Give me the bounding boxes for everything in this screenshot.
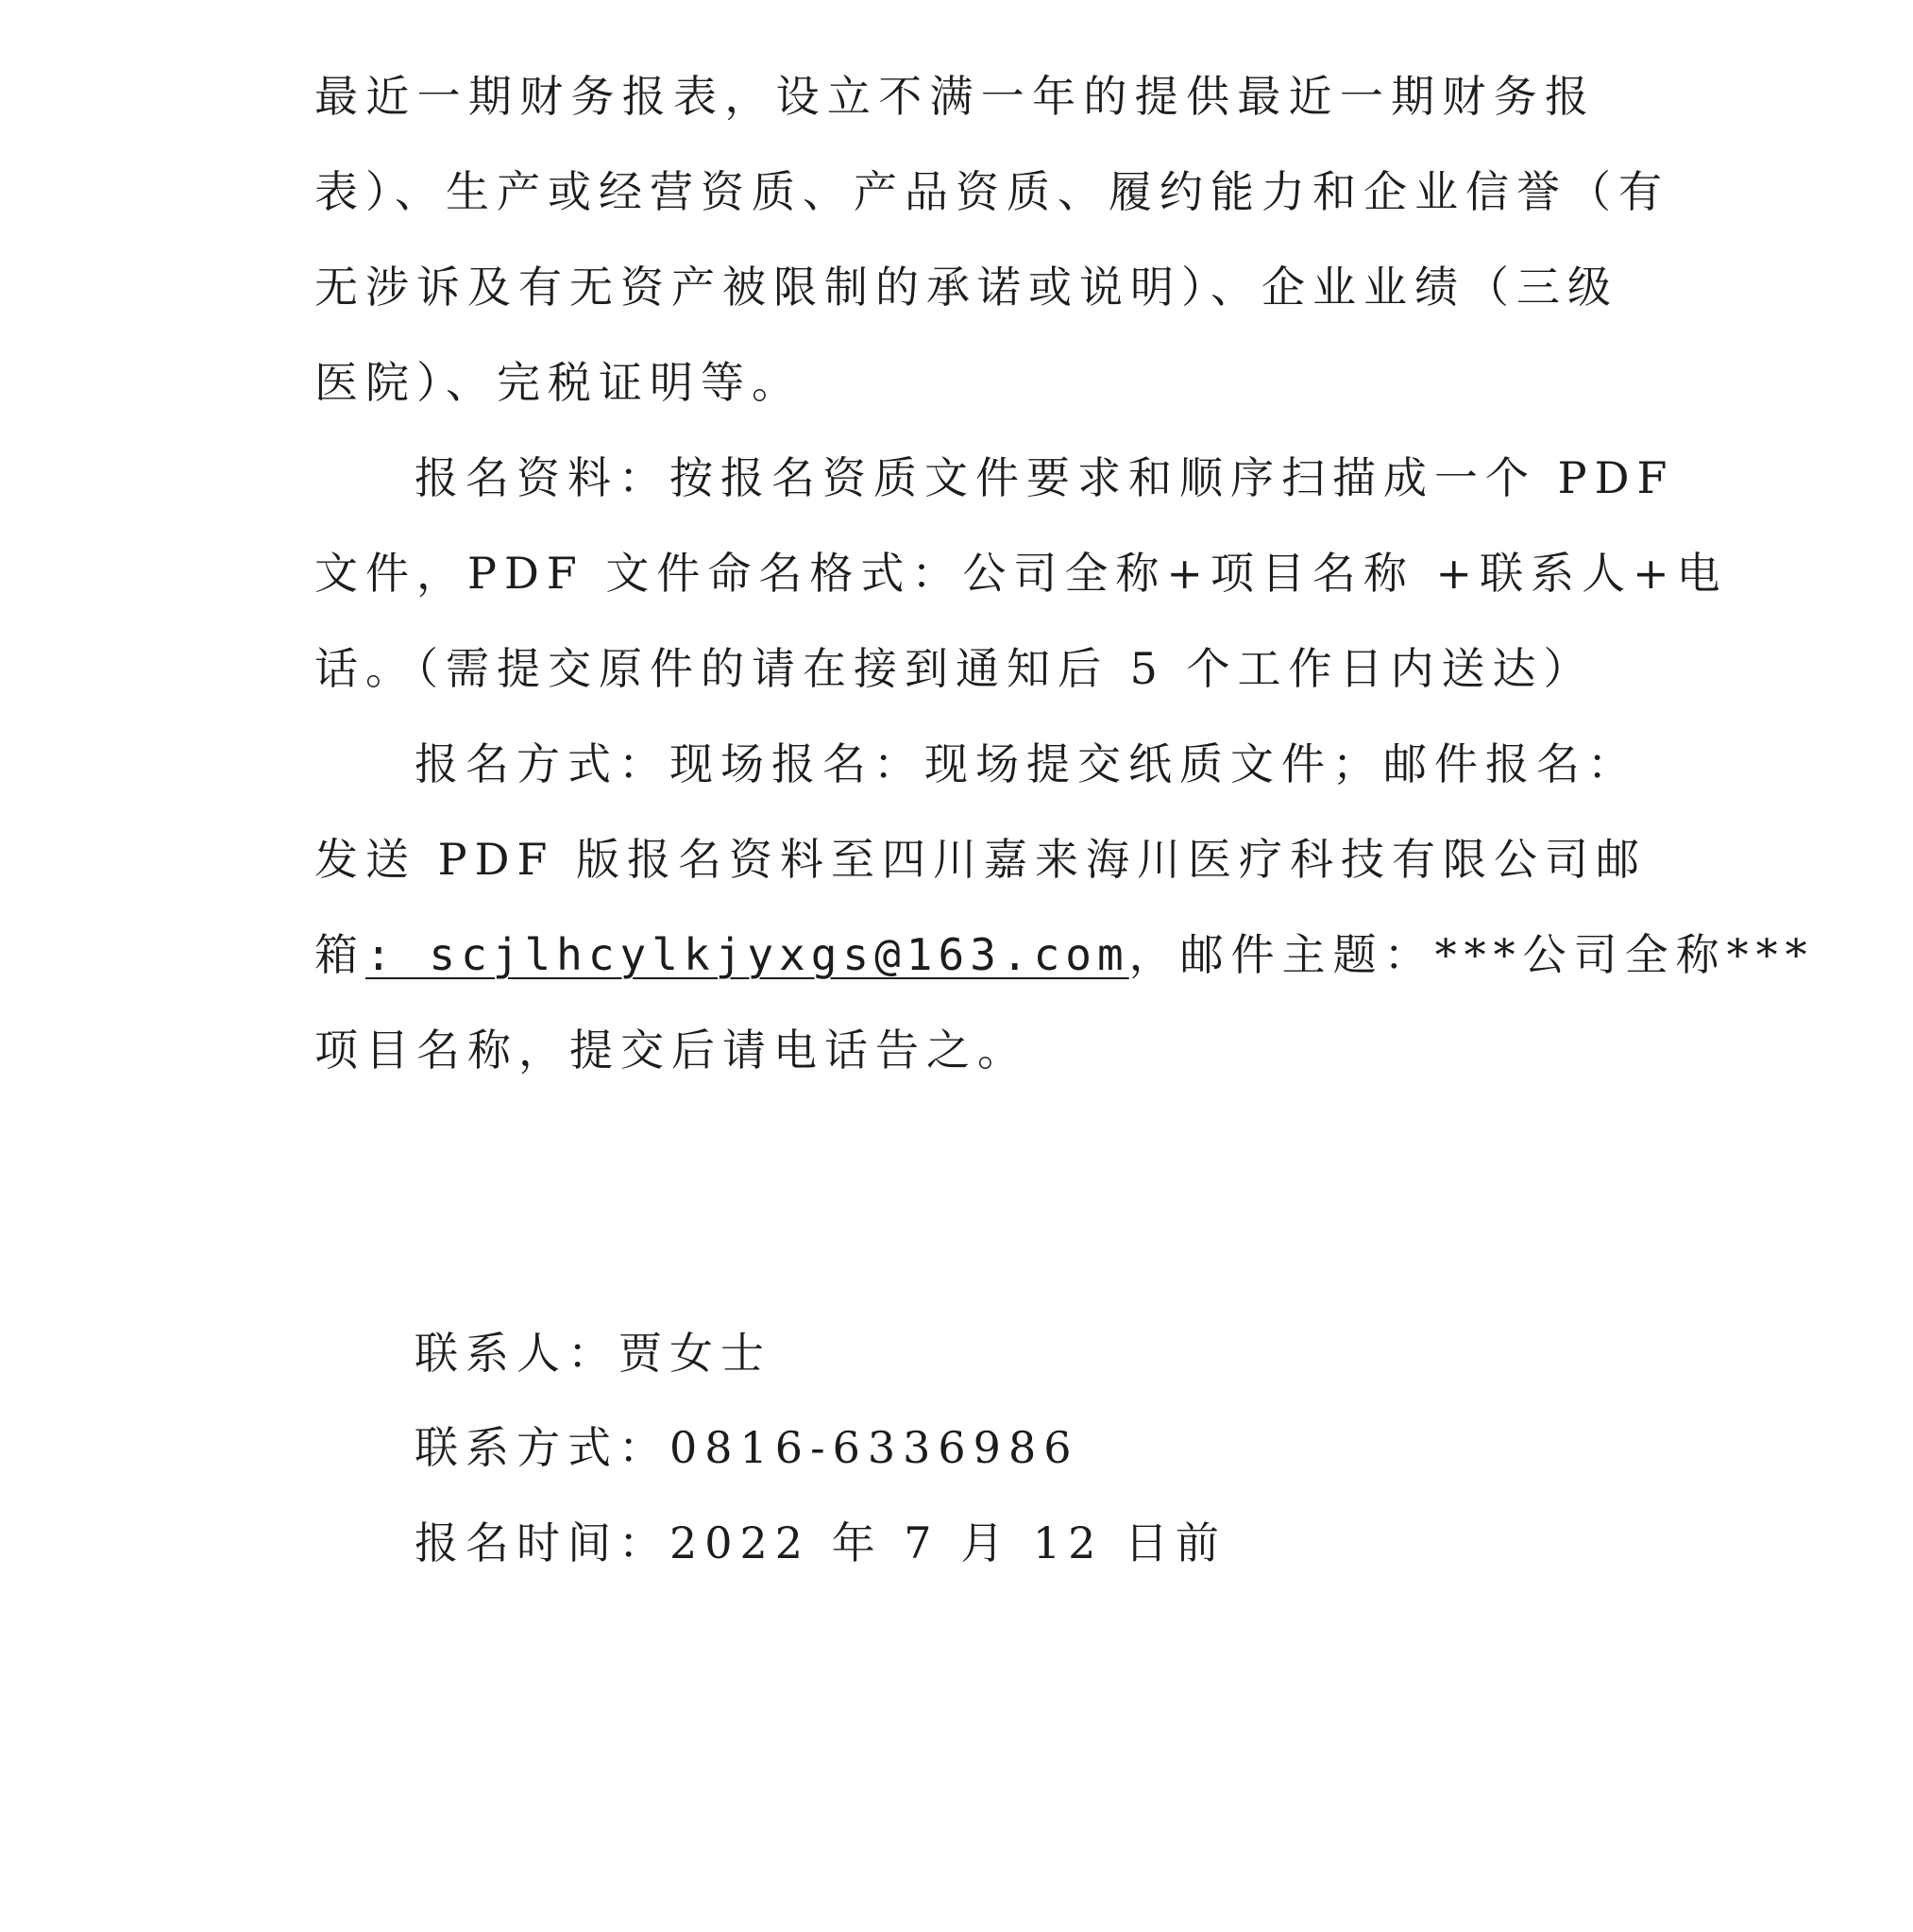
text-line: 话。（需提交原件的请在接到通知后 5 个工作日内送达）	[314, 643, 1595, 694]
text-line: 无涉诉及有无资产被限制的承诺或说明）、企业业绩（三级	[314, 262, 1618, 313]
text-line: 报名方式：现场报名：现场提交纸质文件；邮件报名：	[415, 738, 1638, 789]
email-line-prefix: 箱	[314, 929, 365, 980]
text-line: 表）、生产或经营资质、产品资质、履约能力和企业信誉（有	[314, 166, 1669, 217]
email-address: : scjlhcylkjyxgs@163.com	[365, 929, 1129, 980]
text-line: 文件，PDF 文件命名格式：公司全称+项目名称 +联系人+电	[314, 548, 1728, 599]
text-line: 发送 PDF 版报名资料至四川嘉来海川医疗科技有限公司邮	[314, 834, 1647, 885]
text-line: 医院）、完税证明等。	[314, 357, 803, 408]
registration-deadline: 报名时间：2022 年 7 月 12 日前	[415, 1517, 1227, 1568]
email-line-suffix: ，邮件主题：***公司全称***	[1128, 929, 1815, 980]
text-line: 报名资料：按报名资质文件要求和顺序扫描成一个 PDF	[415, 452, 1675, 503]
email-line	[314, 907, 1815, 1003]
contact-phone: 联系方式：0816-6336986	[415, 1422, 1079, 1473]
contact-person: 联系人：贾女士	[415, 1328, 771, 1379]
text-line: 项目名称，提交后请电话告之。	[314, 1025, 1028, 1076]
text-line: 最近一期财务报表，设立不满一年的提供最近一期财务报	[314, 71, 1596, 122]
